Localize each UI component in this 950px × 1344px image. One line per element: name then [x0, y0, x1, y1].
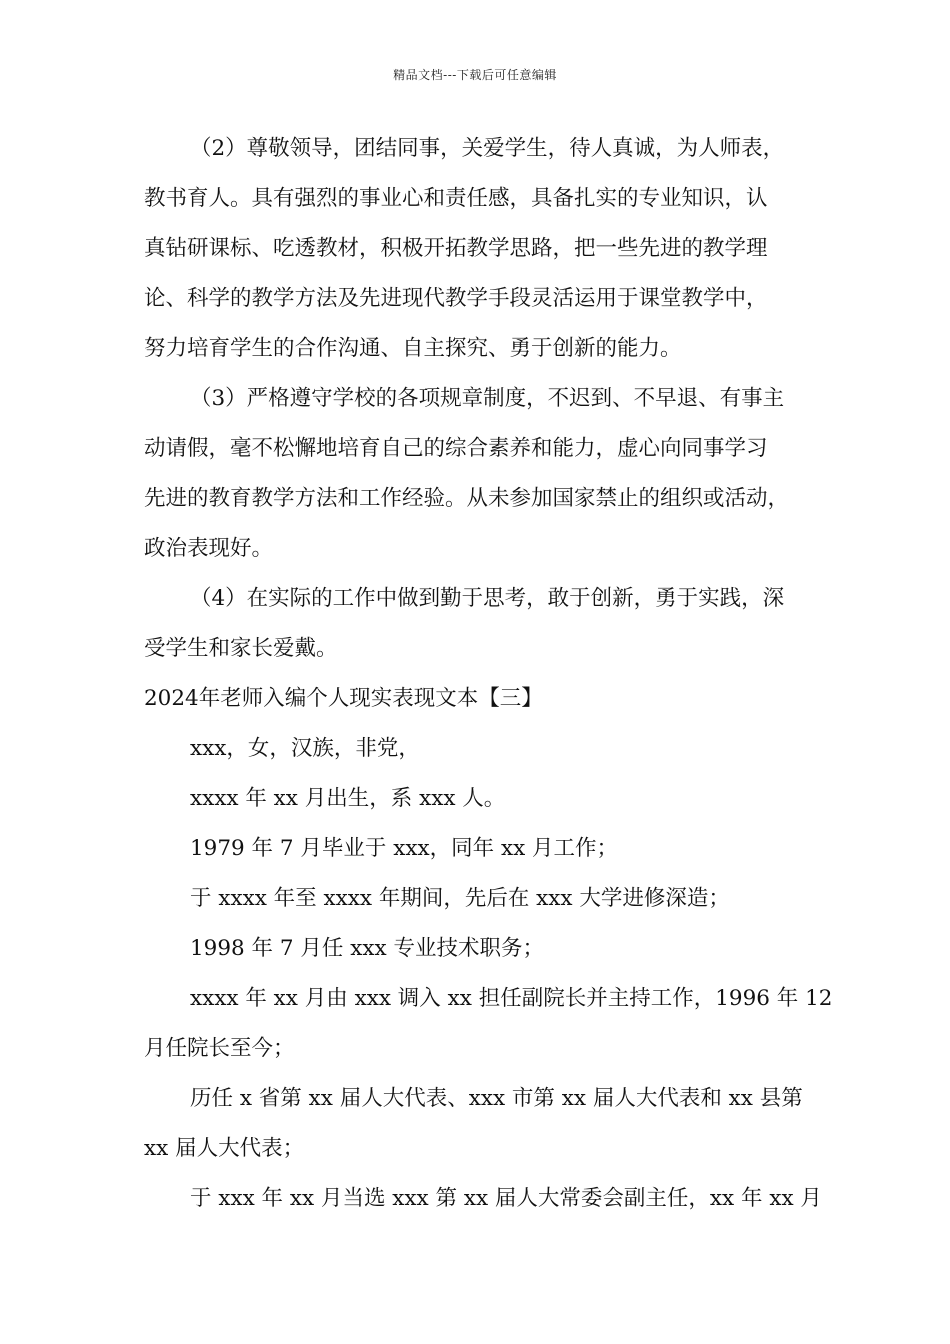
paragraph-line: 月任院长至今；	[144, 1036, 295, 1061]
section-heading: 2024年老师入编个人现实表现文本【三】	[144, 686, 543, 711]
paragraph-line: 动请假，毫不松懈地培育自己的综合素养和能力，虚心向同事学习	[144, 436, 768, 461]
paragraph-line: 于 xxx 年 xx 月当选 xxx 第 xx 届人大常委会副主任，xx 年 xx 月	[190, 1186, 822, 1211]
paragraph-line: 努力培育学生的合作沟通、自主探究、勇于创新的能力。	[144, 336, 682, 361]
paragraph-line: （4）在实际的工作中做到勤于思考，敢于创新，勇于实践，深	[190, 586, 785, 611]
paragraph-line: 历任 x 省第 xx 届人大代表、xxx 市第 xx 届人大代表和 xx 县第	[190, 1086, 803, 1111]
paragraph-line: 教书育人。具有强烈的事业心和责任感，具备扎实的专业知识，认	[144, 186, 768, 211]
paragraph-line: 受学生和家长爱戴。	[144, 636, 338, 661]
document-body	[144, 124, 833, 1224]
paragraph-line: 于 xxxx 年至 xxxx 年期间，先后在 xxx 大学进修深造；	[190, 886, 730, 911]
paragraph-line: 1998 年 7 月任 xxx 专业技术职务；	[190, 936, 544, 961]
paragraph-line: 政治表现好。	[144, 536, 274, 561]
paragraph-line: 论、科学的教学方法及先进现代教学手段灵活运用于课堂教学中，	[144, 286, 768, 311]
page-header: 精品文档---下载后可任意编辑	[393, 68, 557, 82]
paragraph-line: （3）严格遵守学校的各项规章制度，不迟到、不早退、有事主	[190, 386, 785, 411]
paragraph-line: xx 届人大代表；	[144, 1136, 305, 1161]
paragraph-line: xxxx 年 xx 月由 xxx 调入 xx 担任副院长并主持工作，1996 年 12	[190, 986, 833, 1011]
paragraph-line: 真钻研课标、吃透教材，积极开拓教学思路，把一些先进的教学理	[144, 236, 768, 261]
paragraph-line: xxxx 年 xx 月出生，系 xxx 人。	[190, 786, 506, 811]
paragraph-line: （2）尊敬领导，团结同事，关爱学生，待人真诚，为人师表，	[190, 136, 785, 161]
paragraph-line: xxx，女，汉族，非党，	[190, 736, 420, 761]
paragraph-line: 先进的教育教学方法和工作经验。从未参加国家禁止的组织或活动，	[144, 486, 790, 511]
paragraph-line: 1979 年 7 月毕业于 xxx，同年 xx 月工作；	[190, 836, 619, 861]
